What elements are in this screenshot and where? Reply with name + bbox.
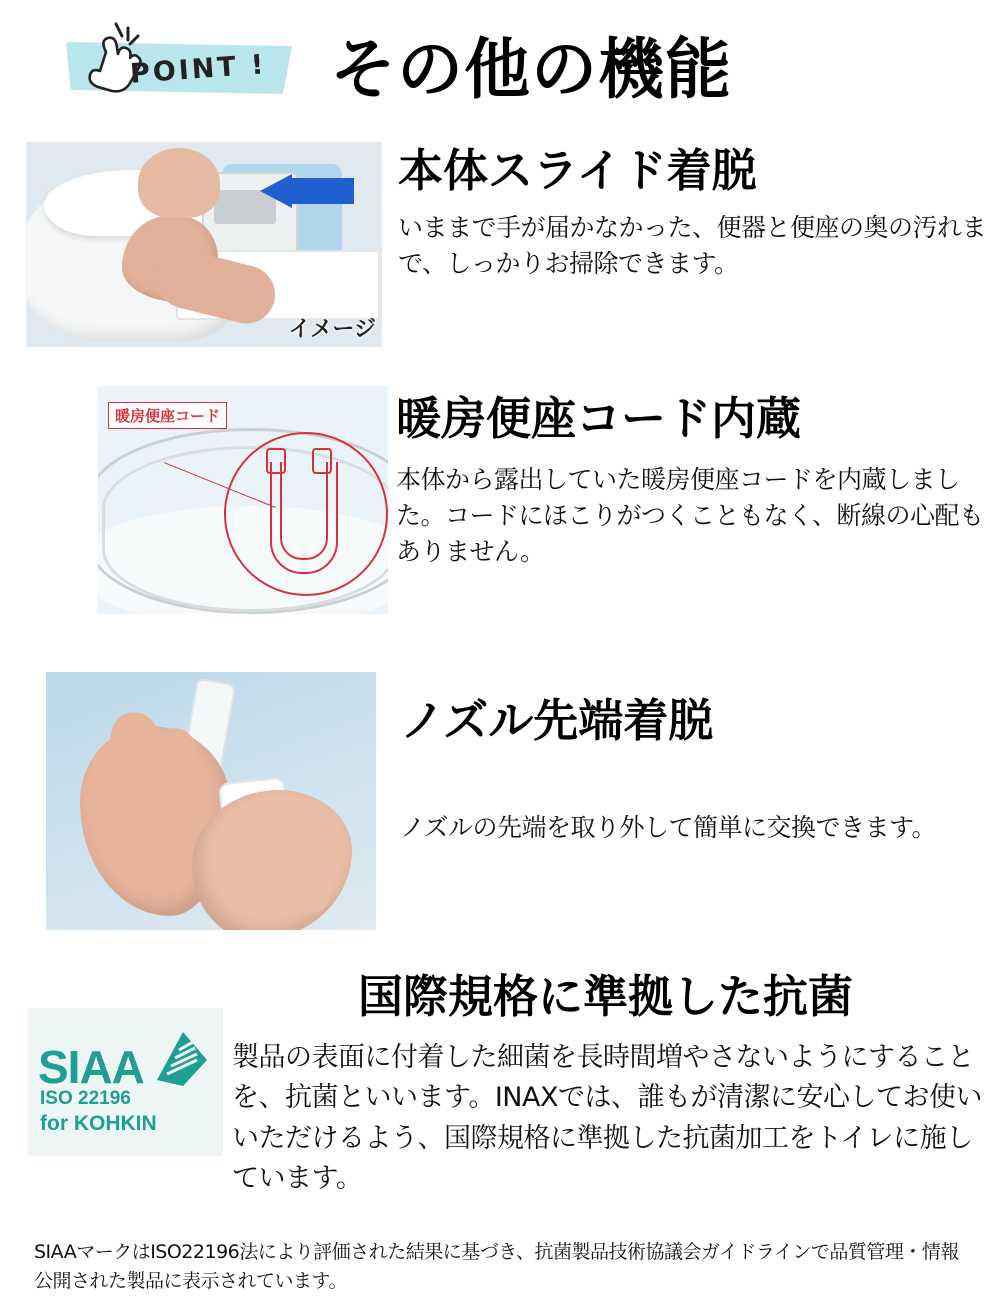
cord-label: 暖房便座コード [108,402,227,429]
nozzle-tip-photo [46,672,376,930]
section-title: 国際規格に準拠した抗菌 [358,970,854,1023]
section-slide-removal [398,146,988,282]
section-antibacterial [232,972,994,1200]
section-title: ノズル先端着脱 [400,694,714,747]
siaa-leaf-icon [153,1030,209,1088]
siaa-logo [28,1008,223,1156]
image-caption: イメージ [288,317,376,342]
point-badge-label: POINT ! [129,49,268,90]
toilet-seat-slide-photo [26,142,382,347]
footnote: SIAAマークはISO22196法により評価された結果に基づき、抗菌製品技術協議会ガイドラインで品質管理・情報公開された製品に表示されています。 [34,1241,959,1292]
heated-seat-cord-diagram [98,386,388,614]
siaa-iso-label: ISO 22196 [40,1088,131,1109]
section-title: 本体スライド着脱 [398,144,757,197]
cord-end-right [312,448,332,474]
section-body: いままで手が届かなかった、便器と便座の奥の汚れまで、しっかりお掃除できます。 [398,212,987,278]
section-body: 製品の表面に付着した細菌を長時間増やさないようにすることを、抗菌といいます。INAXでは、誰もが清潔に安心してお使いいただけるよう、国際規格に準拠した抗菌加工をトイレに施しています。 [232,1041,982,1194]
section-body: ノズルの先端を取り外して簡単に交換できます。 [400,812,937,842]
section-body: 本体から露出していた暖房便座コードを内蔵しました。コードにほこりがつくこともなく、断線の心配もありません。 [396,464,984,566]
siaa-wordmark: SIAA [38,1041,144,1093]
page-header [0,0,1000,120]
section-nozzle-tip [400,696,990,846]
section-built-in-cord [396,394,992,570]
page-title: その他の機能 [330,31,732,108]
hand-shape-upper [138,148,220,218]
siaa-for-label: for KOHKIN [40,1112,157,1135]
left-arrow-icon [258,174,354,208]
section-title: 暖房便座コード内蔵 [396,392,802,445]
point-badge [52,18,302,100]
